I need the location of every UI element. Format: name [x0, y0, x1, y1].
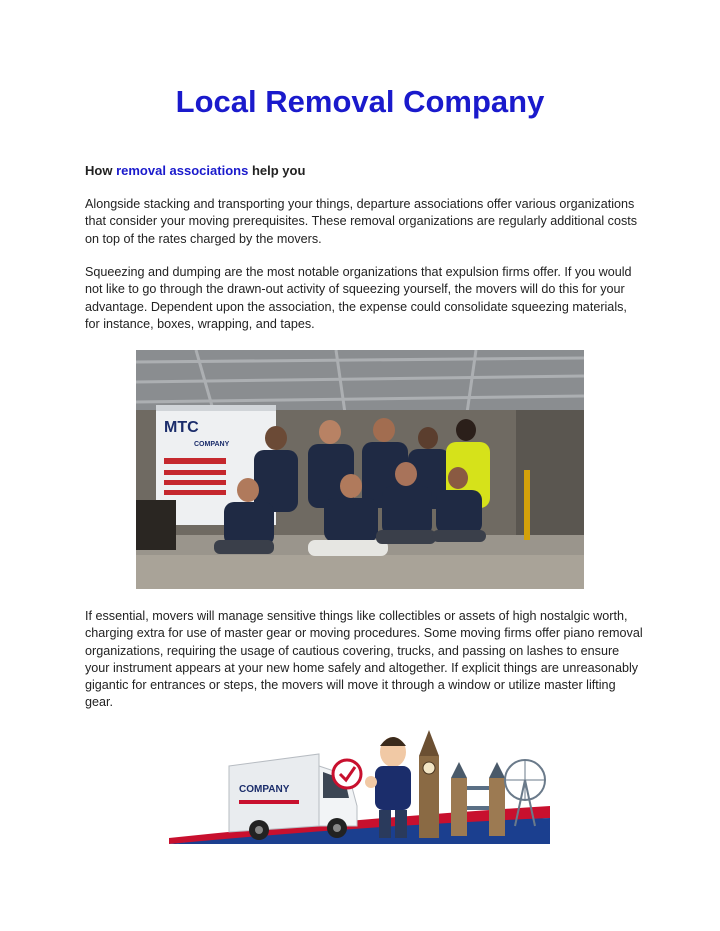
page-title: Local Removal Company: [175, 84, 545, 119]
big-ben-graphic: [419, 730, 439, 838]
moving-banner-image: [169, 726, 550, 844]
truck-logo-sub: COMPANY: [194, 441, 230, 448]
removal-associations-link[interactable]: removal associations: [116, 163, 249, 178]
section-heading-prefix: How: [85, 163, 113, 178]
section-heading: [85, 163, 305, 178]
moving-team-photo: [136, 350, 584, 589]
van-logo: COMPANY: [239, 784, 290, 795]
paragraph-2: Squeezing and dumping are the most notable organizations that expulsion firms offer. If you would not like to go through the drawn-out activity of squeezing yourself, the movers will do this for your advantage. Dependent upon the association, the expense could consolidate squeezing materials, for instance, boxes, wrapping, and tapes.: [85, 265, 632, 331]
paragraph-3: If essential, movers will manage sensitive things like collectibles or assets of high nostalgic worth, charging extra for use of master gear or moving procedures. Some moving firms offer piano removal organizations, requiring the usage of cautious covering, trucks, and passing on lashes to ensure your instrument appears at your new home safely and altogether. If explicit things are unreasonably gigantic for entrances or steps, the movers will move it through a window or utilize master lifting gear.: [85, 609, 643, 710]
truck-logo: MTC: [164, 419, 199, 436]
paragraph-1: Alongside stacking and transporting your things, departure associations offer various organizations that consider your moving prerequisites. These removal organizations are regularly additional costs on top of the rates charged by the movers.: [85, 197, 638, 246]
section-heading-suffix: help you: [251, 163, 306, 178]
moving-team-illustration: [136, 350, 584, 589]
moving-banner-illustration: [169, 726, 550, 844]
